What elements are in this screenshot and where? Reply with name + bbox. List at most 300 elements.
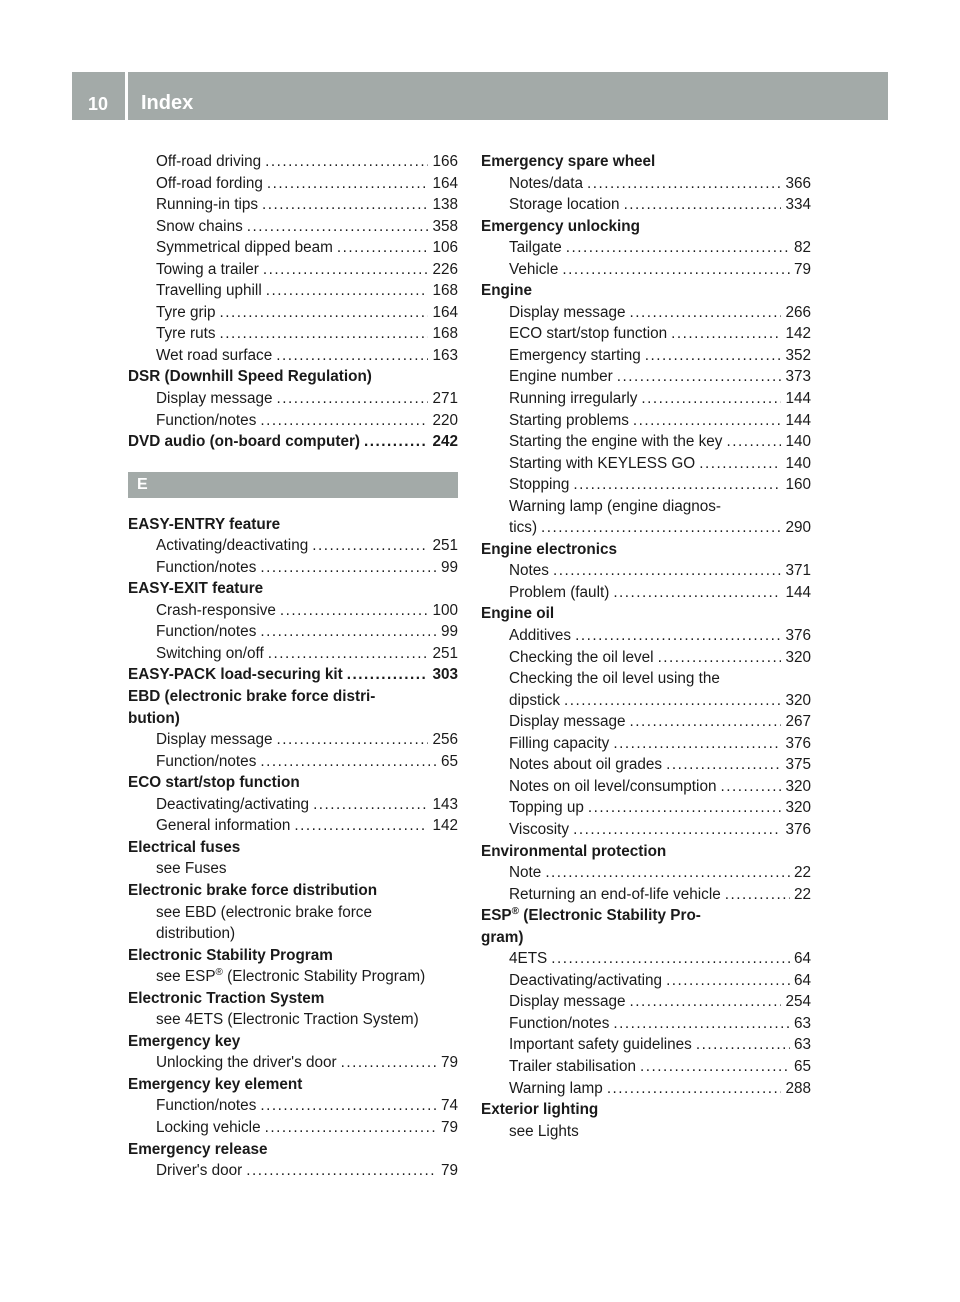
dot-leader bbox=[671, 323, 781, 345]
index-subentry bbox=[128, 345, 458, 367]
page-reference: 163 bbox=[432, 346, 458, 364]
entry-label: Activating/deactivating bbox=[156, 537, 309, 555]
entry-label: tics) bbox=[509, 519, 538, 537]
index-subentry bbox=[481, 259, 811, 281]
dot-leader bbox=[553, 560, 782, 582]
entry-label: Wet road surface bbox=[156, 346, 273, 364]
page-reference: 320 bbox=[785, 648, 811, 666]
page-reference: 65 bbox=[440, 752, 458, 770]
index-subentry bbox=[128, 751, 458, 773]
entry-label: Deactivating/activating bbox=[156, 795, 310, 813]
index-subentry bbox=[128, 173, 458, 195]
entry-label: Trailer stabilisation bbox=[509, 1057, 636, 1075]
entry-label: ECO start/stop function bbox=[128, 774, 300, 792]
entry-label: see Lights bbox=[509, 1122, 579, 1140]
dot-leader bbox=[337, 237, 429, 259]
index-heading bbox=[128, 880, 458, 902]
dot-leader bbox=[573, 474, 781, 496]
page-reference: 288 bbox=[785, 1079, 811, 1097]
index-subentry bbox=[481, 173, 811, 195]
page-reference: 256 bbox=[432, 731, 458, 749]
entry-label: Viscosity bbox=[509, 820, 570, 838]
page-reference: 366 bbox=[785, 174, 811, 192]
index-subentry bbox=[481, 819, 811, 841]
index-subentry bbox=[481, 733, 811, 755]
entry-label: see EBD (electronic brake force bbox=[156, 903, 372, 921]
index-subentry bbox=[481, 991, 811, 1013]
index-subentry bbox=[481, 948, 811, 970]
entry-label: bution) bbox=[128, 709, 180, 727]
header-divider bbox=[125, 72, 128, 120]
dot-leader bbox=[364, 431, 428, 453]
dot-leader bbox=[312, 535, 428, 557]
entry-label: Filling capacity bbox=[509, 734, 610, 752]
dot-leader bbox=[564, 690, 781, 712]
dot-leader bbox=[613, 582, 781, 604]
entry-label: Tyre grip bbox=[156, 303, 216, 321]
page-reference: 242 bbox=[432, 433, 458, 451]
dot-leader bbox=[726, 431, 781, 453]
dot-leader bbox=[696, 1034, 790, 1056]
index-subentry bbox=[128, 1095, 458, 1117]
index-subentry bbox=[128, 966, 458, 988]
index-subentry bbox=[481, 668, 811, 690]
page-reference: 63 bbox=[793, 1014, 811, 1032]
index-subentry bbox=[481, 754, 811, 776]
index-heading bbox=[128, 431, 458, 453]
entry-label: Switching on/off bbox=[156, 644, 264, 662]
dot-leader bbox=[575, 625, 781, 647]
entry-label: see ESP® (Electronic Stability Program) bbox=[156, 967, 426, 986]
dot-leader bbox=[624, 194, 782, 216]
page-reference: 79 bbox=[440, 1118, 458, 1136]
page-reference: 226 bbox=[432, 260, 458, 278]
dot-leader bbox=[276, 345, 428, 367]
entry-label: Engine number bbox=[509, 368, 613, 386]
entry-label: Function/notes bbox=[156, 411, 257, 429]
page-reference: 168 bbox=[432, 325, 458, 343]
page-reference: 99 bbox=[440, 623, 458, 641]
entry-label: Emergency release bbox=[128, 1140, 268, 1158]
index-heading bbox=[128, 514, 458, 536]
index-subentry bbox=[481, 1056, 811, 1078]
page-reference: 375 bbox=[785, 756, 811, 774]
entry-label: Function/notes bbox=[509, 1014, 610, 1032]
entry-label: Locking vehicle bbox=[156, 1118, 261, 1136]
index-heading bbox=[128, 1031, 458, 1053]
index-subentry bbox=[128, 1160, 458, 1182]
dot-leader bbox=[587, 173, 781, 195]
dot-leader bbox=[588, 797, 782, 819]
index-heading bbox=[128, 1074, 458, 1096]
entry-label: Towing a trailer bbox=[156, 260, 259, 278]
page-reference: 290 bbox=[785, 519, 811, 537]
section-title: Index bbox=[141, 92, 194, 114]
entry-label: Vehicle bbox=[509, 260, 559, 278]
index-heading bbox=[481, 151, 811, 173]
entry-label: DVD audio (on-board computer) bbox=[128, 433, 360, 451]
page-reference: 251 bbox=[432, 537, 458, 555]
index-heading bbox=[128, 686, 458, 708]
dot-leader bbox=[280, 600, 429, 622]
index-heading bbox=[481, 927, 811, 949]
entry-label: Notes bbox=[509, 562, 549, 580]
entry-label: Storage location bbox=[509, 196, 620, 214]
index-subentry bbox=[481, 194, 811, 216]
entry-label: Notes about oil grades bbox=[509, 756, 663, 774]
index-subentry bbox=[481, 1034, 811, 1056]
entry-label: Electronic brake force distribution bbox=[128, 881, 378, 899]
entry-label: Display message bbox=[156, 731, 273, 749]
index-group-e-continued bbox=[481, 151, 811, 1142]
page-reference: 254 bbox=[785, 993, 811, 1011]
dot-leader bbox=[562, 259, 790, 281]
entry-label: Starting problems bbox=[509, 411, 629, 429]
page-reference: 144 bbox=[785, 583, 811, 601]
entry-label: Snow chains bbox=[156, 217, 243, 235]
page-reference: 142 bbox=[785, 325, 811, 343]
entry-label: Exterior lighting bbox=[481, 1101, 599, 1119]
index-subentry bbox=[481, 711, 811, 733]
entry-label: Electronic Traction System bbox=[128, 989, 325, 1007]
page-reference: 79 bbox=[793, 260, 811, 278]
dot-leader bbox=[641, 388, 781, 410]
dot-leader bbox=[267, 173, 429, 195]
index-heading bbox=[481, 905, 811, 927]
index-heading bbox=[481, 603, 811, 625]
entry-label: Display message bbox=[509, 993, 626, 1011]
index-column-left bbox=[128, 151, 458, 1182]
page-reference: 320 bbox=[785, 691, 811, 709]
entry-label: Unlocking the driver's door bbox=[156, 1054, 337, 1072]
dot-leader bbox=[551, 948, 790, 970]
page-reference: 376 bbox=[785, 734, 811, 752]
page-reference: 140 bbox=[785, 433, 811, 451]
page-header-bar bbox=[72, 72, 888, 120]
dot-leader bbox=[633, 410, 782, 432]
index-subentry bbox=[481, 797, 811, 819]
index-subentry bbox=[481, 862, 811, 884]
index-column-right bbox=[481, 151, 811, 1142]
entry-label: Important safety guidelines bbox=[509, 1036, 692, 1054]
index-subentry bbox=[481, 388, 811, 410]
index-subentry bbox=[128, 194, 458, 216]
index-heading bbox=[128, 664, 458, 686]
index-heading bbox=[128, 578, 458, 600]
index-subentry bbox=[481, 560, 811, 582]
entry-label: Checking the oil level using the bbox=[509, 670, 720, 688]
page-reference: 144 bbox=[785, 411, 811, 429]
dot-leader bbox=[566, 237, 790, 259]
dot-leader bbox=[341, 1052, 437, 1074]
index-heading bbox=[128, 1139, 458, 1161]
entry-label: Environmental protection bbox=[481, 842, 667, 860]
entry-label: Checking the oil level bbox=[509, 648, 654, 666]
index-subentry bbox=[481, 237, 811, 259]
dot-leader bbox=[265, 1117, 437, 1139]
index-subentry bbox=[128, 323, 458, 345]
index-group-e bbox=[128, 514, 458, 1182]
index-subentry bbox=[128, 388, 458, 410]
entry-label: EASY-PACK load-securing kit bbox=[128, 666, 343, 684]
entry-label: dipstick bbox=[509, 691, 561, 709]
page-reference: 267 bbox=[785, 713, 811, 731]
index-subentry bbox=[481, 647, 811, 669]
entry-label: Display message bbox=[509, 713, 626, 731]
index-heading bbox=[128, 837, 458, 859]
entry-label: General information bbox=[156, 817, 291, 835]
index-subentry bbox=[481, 323, 811, 345]
dot-leader bbox=[645, 345, 782, 367]
page-reference: 64 bbox=[793, 971, 811, 989]
page-reference: 142 bbox=[432, 817, 458, 835]
entry-label: Function/notes bbox=[156, 558, 257, 576]
index-subentry bbox=[481, 625, 811, 647]
dot-leader bbox=[268, 643, 429, 665]
index-subentry bbox=[128, 557, 458, 579]
dot-leader bbox=[260, 410, 428, 432]
dot-leader bbox=[276, 729, 428, 751]
entry-label: Off-road fording bbox=[156, 174, 263, 192]
page-reference: 164 bbox=[432, 303, 458, 321]
index-subentry bbox=[128, 151, 458, 173]
index-heading bbox=[481, 216, 811, 238]
dot-leader bbox=[260, 751, 437, 773]
index-subentry bbox=[128, 410, 458, 432]
index-subentry bbox=[481, 345, 811, 367]
page-reference: 320 bbox=[785, 799, 811, 817]
entry-label: Additives bbox=[509, 627, 572, 645]
page-reference: 64 bbox=[793, 950, 811, 968]
page-reference: 143 bbox=[432, 795, 458, 813]
index-subentry bbox=[481, 970, 811, 992]
entry-label: Notes/data bbox=[509, 174, 583, 192]
entry-label: Starting with KEYLESS GO bbox=[509, 454, 696, 472]
index-heading bbox=[128, 366, 458, 388]
page-reference: 371 bbox=[785, 562, 811, 580]
dot-leader bbox=[629, 302, 781, 324]
index-subentry bbox=[128, 794, 458, 816]
dot-leader bbox=[260, 557, 437, 579]
registered-mark: ® bbox=[215, 967, 223, 979]
index-subentry bbox=[128, 1009, 458, 1031]
entry-label: Warning lamp bbox=[509, 1079, 603, 1097]
page-reference: 320 bbox=[785, 777, 811, 795]
entry-label: EASY-ENTRY feature bbox=[128, 515, 281, 533]
entry-label: Emergency key bbox=[128, 1032, 241, 1050]
entry-label: Travelling uphill bbox=[156, 282, 262, 300]
index-subentry bbox=[481, 690, 811, 712]
page-number: 10 bbox=[87, 94, 109, 114]
entry-label: Display message bbox=[509, 303, 626, 321]
dot-leader bbox=[247, 216, 429, 238]
entry-label: Engine bbox=[481, 282, 532, 300]
page-reference: 271 bbox=[432, 390, 458, 408]
page-reference: 266 bbox=[785, 303, 811, 321]
index-subentry bbox=[128, 902, 458, 924]
entry-label: Warning lamp (engine diagnos- bbox=[509, 497, 722, 515]
index-subentry bbox=[481, 1121, 811, 1143]
dot-leader bbox=[266, 280, 429, 302]
page-reference: 138 bbox=[432, 196, 458, 214]
page-reference: 99 bbox=[440, 558, 458, 576]
index-heading bbox=[481, 280, 811, 302]
index-subentry bbox=[481, 474, 811, 496]
dot-leader bbox=[666, 970, 790, 992]
index-heading bbox=[481, 841, 811, 863]
index-subentry bbox=[481, 1013, 811, 1035]
dot-leader bbox=[246, 1160, 437, 1182]
entry-label: DSR (Downhill Speed Regulation) bbox=[128, 368, 372, 386]
index-subentry bbox=[481, 517, 811, 539]
page-reference: 22 bbox=[793, 885, 811, 903]
entry-label: Engine electronics bbox=[481, 540, 618, 558]
index-subentry bbox=[128, 643, 458, 665]
dot-leader bbox=[629, 991, 781, 1013]
index-subentry bbox=[481, 1078, 811, 1100]
page-reference: 303 bbox=[432, 666, 458, 684]
entry-label: Emergency spare wheel bbox=[481, 153, 656, 170]
page-reference: 220 bbox=[432, 411, 458, 429]
entry-label: Display message bbox=[156, 390, 273, 408]
entry-label: Returning an end-of-life vehicle bbox=[509, 885, 721, 903]
entry-label: Notes on oil level/consumption bbox=[509, 777, 717, 795]
dot-leader bbox=[573, 819, 781, 841]
dot-leader bbox=[545, 862, 790, 884]
entry-label: Crash-responsive bbox=[156, 601, 276, 619]
entry-label: EASY-EXIT feature bbox=[128, 580, 264, 598]
index-subentry bbox=[481, 431, 811, 453]
entry-label: Running irregularly bbox=[509, 390, 638, 408]
dot-leader bbox=[262, 194, 428, 216]
index-subentry bbox=[128, 302, 458, 324]
dot-leader bbox=[725, 884, 790, 906]
entry-label: Emergency unlocking bbox=[481, 217, 640, 235]
index-subentry bbox=[128, 535, 458, 557]
registered-mark: ® bbox=[511, 906, 519, 918]
index-heading bbox=[128, 945, 458, 967]
page-reference: 82 bbox=[793, 239, 811, 257]
page-reference: 352 bbox=[785, 346, 811, 364]
entry-label: 4ETS bbox=[509, 950, 548, 968]
entry-label: gram) bbox=[481, 928, 524, 946]
dot-leader bbox=[617, 366, 782, 388]
index-subentry bbox=[128, 923, 458, 945]
index-subentry bbox=[481, 453, 811, 475]
index-subentry bbox=[481, 884, 811, 906]
dot-leader bbox=[629, 711, 781, 733]
dot-leader bbox=[541, 517, 781, 539]
page-reference: 144 bbox=[785, 390, 811, 408]
dot-leader bbox=[260, 1095, 437, 1117]
entry-label: Deactivating/activating bbox=[509, 971, 663, 989]
dot-leader bbox=[613, 733, 781, 755]
entry-label: Running-in tips bbox=[156, 196, 259, 214]
index-subentry bbox=[128, 815, 458, 837]
entry-label: ECO start/stop function bbox=[509, 325, 668, 343]
page-reference: 376 bbox=[785, 627, 811, 645]
entry-label: Electrical fuses bbox=[128, 838, 241, 856]
dot-leader bbox=[613, 1013, 790, 1035]
index-subentry bbox=[481, 410, 811, 432]
dot-leader bbox=[720, 776, 781, 798]
page-reference: 376 bbox=[785, 820, 811, 838]
entry-label: EBD (electronic brake force distri- bbox=[128, 688, 376, 706]
entry-label: Tailgate bbox=[509, 239, 562, 257]
dot-leader bbox=[313, 794, 428, 816]
index-subentry bbox=[128, 280, 458, 302]
index-subentry bbox=[481, 366, 811, 388]
index-subentry bbox=[128, 621, 458, 643]
entry-label: Tyre ruts bbox=[156, 325, 216, 343]
entry-label: Emergency key element bbox=[128, 1075, 303, 1093]
entry-label: Function/notes bbox=[156, 752, 257, 770]
entry-label: Driver's door bbox=[156, 1162, 243, 1180]
index-subentry bbox=[128, 1117, 458, 1139]
dot-leader bbox=[276, 388, 428, 410]
index-heading bbox=[128, 772, 458, 794]
index-subentry bbox=[128, 858, 458, 880]
page-reference: 358 bbox=[432, 217, 458, 235]
page-reference: 79 bbox=[440, 1162, 458, 1180]
index-heading bbox=[481, 539, 811, 561]
dot-leader bbox=[640, 1056, 790, 1078]
page-reference: 74 bbox=[440, 1097, 458, 1115]
page-reference: 100 bbox=[432, 601, 458, 619]
index-subentry bbox=[481, 776, 811, 798]
dot-leader bbox=[260, 621, 437, 643]
page-reference: 140 bbox=[785, 454, 811, 472]
page-reference: 63 bbox=[793, 1036, 811, 1054]
entry-label: see Fuses bbox=[156, 860, 227, 878]
dot-leader bbox=[658, 647, 782, 669]
entry-label: ESP® (Electronic Stability Pro- bbox=[481, 906, 701, 925]
entry-label: Note bbox=[509, 864, 542, 882]
page-reference: 106 bbox=[432, 239, 458, 257]
entry-label: Symmetrical dipped beam bbox=[156, 239, 333, 257]
index-subentry bbox=[128, 729, 458, 751]
page-reference: 79 bbox=[440, 1054, 458, 1072]
index-subentry bbox=[128, 237, 458, 259]
entry-label: Starting the engine with the key bbox=[509, 433, 723, 451]
index-heading bbox=[128, 988, 458, 1010]
index-subentry bbox=[128, 1052, 458, 1074]
index-subentry bbox=[128, 259, 458, 281]
dot-leader bbox=[607, 1078, 782, 1100]
page-reference: 166 bbox=[432, 153, 458, 170]
entry-label: see 4ETS (Electronic Traction System) bbox=[156, 1011, 419, 1029]
page-reference: 251 bbox=[432, 644, 458, 662]
dot-leader bbox=[347, 664, 429, 686]
dot-leader bbox=[699, 453, 781, 475]
entry-label: Electronic Stability Program bbox=[128, 946, 333, 964]
entry-label: distribution) bbox=[156, 925, 236, 943]
entry-label: Topping up bbox=[509, 799, 584, 817]
entry-label: Emergency starting bbox=[509, 346, 641, 364]
page-reference: 22 bbox=[793, 864, 811, 882]
index-subentry bbox=[128, 600, 458, 622]
page-reference: 373 bbox=[785, 368, 811, 386]
entry-label: Problem (fault) bbox=[509, 583, 610, 601]
entry-label: Stopping bbox=[509, 476, 570, 494]
index-subentry bbox=[481, 302, 811, 324]
page-reference: 65 bbox=[793, 1057, 811, 1075]
index-subentry bbox=[481, 496, 811, 518]
entry-label: Function/notes bbox=[156, 1097, 257, 1115]
dot-leader bbox=[220, 323, 429, 345]
entry-label: Off-road driving bbox=[156, 153, 262, 170]
page-reference: 164 bbox=[432, 174, 458, 192]
